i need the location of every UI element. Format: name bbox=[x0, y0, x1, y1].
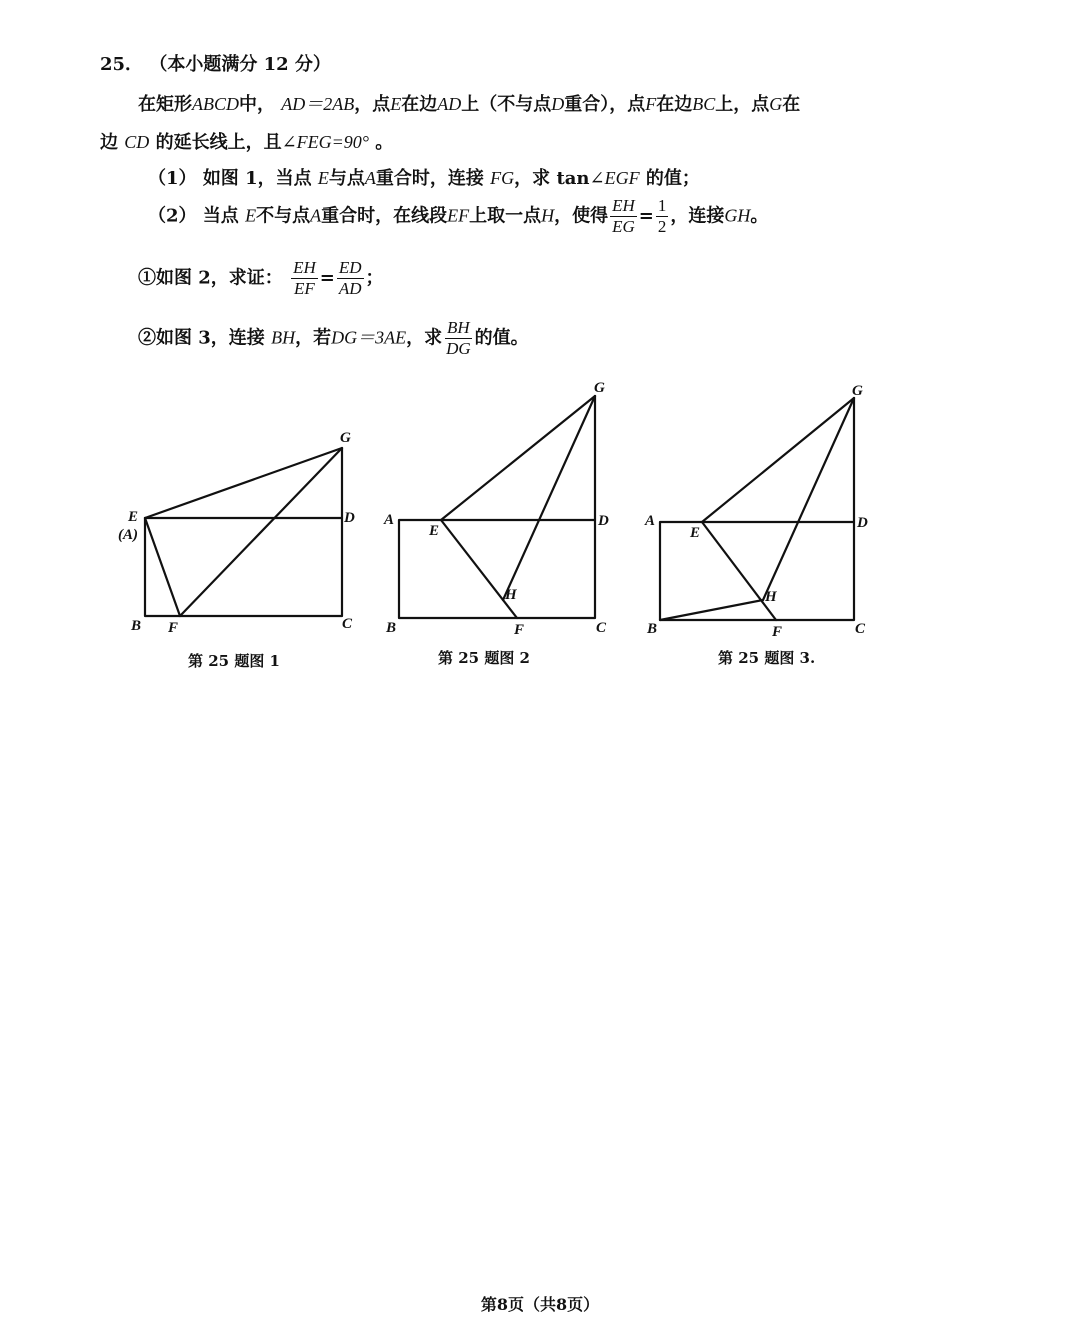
fig3-label-b: B bbox=[647, 621, 658, 637]
fig3-label-f: F bbox=[772, 624, 783, 640]
part-text: 当点 bbox=[202, 205, 239, 227]
math-point: D bbox=[551, 94, 565, 114]
math-segment: GH bbox=[724, 205, 751, 226]
equals-sign: = bbox=[319, 267, 335, 289]
stem-text: 边 bbox=[100, 132, 118, 153]
part-text: 重合时，在线段 bbox=[321, 205, 448, 227]
figure-1-lines bbox=[145, 448, 342, 616]
fig2-label-d: D bbox=[598, 513, 609, 529]
fraction-denominator: EG bbox=[612, 217, 635, 236]
math-angle: ∠FEG=90° bbox=[281, 132, 369, 152]
part-text: 不与点 bbox=[256, 205, 311, 227]
fig1-segment-eg bbox=[145, 448, 342, 518]
stem-text: 上（不与点 bbox=[461, 94, 552, 115]
stem-text: 在 bbox=[782, 94, 801, 115]
fig3-label-h: H bbox=[765, 589, 777, 605]
math-point: G bbox=[769, 94, 783, 114]
fig2-segment-ef bbox=[441, 520, 517, 618]
fig3-label-a: A bbox=[645, 513, 656, 529]
math-segment: AD bbox=[437, 94, 462, 114]
fraction-numerator: EH bbox=[293, 258, 316, 277]
fig2-caption: 第 25 题图 2 bbox=[438, 649, 530, 667]
fraction-numerator: 1 bbox=[657, 196, 667, 215]
fig1-label-e: E bbox=[128, 509, 139, 525]
stem-text: 的延长线上，且 bbox=[155, 132, 282, 153]
math-segment: BC bbox=[692, 94, 716, 114]
math-rect: ABCD bbox=[192, 94, 239, 114]
question-points: （本小题满分 12 分） bbox=[149, 54, 331, 75]
stem-text: 重合），点 bbox=[564, 94, 646, 115]
subpart-label: ①如图 2，求证： bbox=[138, 267, 283, 289]
part-text: 的值； bbox=[645, 168, 700, 189]
stem-text: 在边 bbox=[401, 94, 438, 115]
math-point: H bbox=[541, 205, 555, 226]
fraction-numerator: ED bbox=[338, 258, 362, 277]
fig2-label-c: C bbox=[596, 620, 607, 636]
fig3-segment-bh bbox=[660, 600, 763, 620]
fig3-label-g: G bbox=[852, 383, 863, 399]
subpart-text: ，若 bbox=[295, 327, 332, 349]
part-text: 重合时，连接 bbox=[375, 168, 484, 189]
fig1-label-f: F bbox=[168, 620, 179, 636]
equals-sign: = bbox=[638, 205, 654, 227]
page-footer: 第8页（共8页） bbox=[480, 1295, 600, 1314]
math-point: E bbox=[317, 168, 329, 188]
fig1-label-b: B bbox=[131, 618, 142, 634]
subpart-text: ，求 bbox=[406, 327, 443, 349]
part-text: 与点 bbox=[328, 168, 365, 189]
fig3-segment-gh bbox=[763, 398, 854, 600]
stem-text: 中， bbox=[239, 94, 275, 115]
part-text: 如图 1，当点 bbox=[202, 168, 312, 189]
fig2-label-e: E bbox=[429, 523, 440, 539]
fig1-label-d: D bbox=[344, 510, 355, 526]
fig1-segment-fg bbox=[180, 448, 342, 616]
stem-text: ，点 bbox=[354, 94, 391, 115]
fig3-caption: 第 25 题图 3. bbox=[718, 649, 816, 667]
stem-text: 上，点 bbox=[715, 94, 770, 115]
fig2-segment-gh bbox=[503, 396, 595, 600]
fig2-label-b: B bbox=[386, 620, 397, 636]
part-text: 上取一点 bbox=[469, 205, 542, 227]
fig3-label-d: D bbox=[857, 515, 868, 531]
stem-text: 在矩形 bbox=[138, 94, 192, 115]
fraction-denominator: 2 bbox=[657, 217, 667, 236]
fig2-label-h: H bbox=[505, 587, 517, 603]
part-text: 。 bbox=[750, 205, 769, 227]
fraction-denominator: DG bbox=[446, 339, 471, 358]
fig3-label-e: E bbox=[690, 525, 701, 541]
math-segment: FG bbox=[490, 168, 515, 188]
fig1-segment-ef bbox=[145, 518, 180, 616]
fraction-denominator: EF bbox=[294, 279, 315, 298]
fig1-label-g: G bbox=[340, 430, 351, 446]
part-text: ，连接 bbox=[670, 205, 725, 227]
part-text: ，使得 bbox=[554, 205, 609, 227]
part-label: （1） bbox=[148, 168, 197, 189]
subpart-text: 的值。 bbox=[474, 327, 529, 349]
fraction-numerator: EH bbox=[612, 196, 635, 215]
math-point: A bbox=[310, 205, 322, 226]
math-segment: BH bbox=[271, 327, 296, 348]
math-point: F bbox=[645, 94, 657, 114]
subpart-text: ； bbox=[365, 267, 384, 289]
question-number: 25． bbox=[100, 54, 144, 75]
math-segment: CD bbox=[124, 132, 150, 152]
math-condition: AD＝2AB bbox=[281, 94, 355, 114]
fig3-segment-eg bbox=[702, 398, 854, 522]
part-label: （2） bbox=[148, 205, 197, 227]
part-text: ，求 tan bbox=[514, 168, 590, 189]
math-point: E bbox=[245, 205, 257, 226]
stem-text: 在边 bbox=[656, 94, 693, 115]
math-point: A bbox=[364, 168, 376, 188]
math-angle: ∠EGF bbox=[589, 168, 640, 188]
math-point: E bbox=[390, 94, 402, 114]
subpart-label: ②如图 3，连接 bbox=[138, 327, 265, 349]
fig1-rectangle bbox=[145, 448, 342, 616]
math-segment: EF bbox=[447, 205, 470, 226]
figure-2-lines bbox=[399, 396, 595, 618]
math-condition: DG＝3AE bbox=[331, 327, 407, 348]
stem-text: 。 bbox=[375, 132, 394, 153]
fig2-label-a: A bbox=[384, 512, 395, 528]
fig1-caption: 第 25 题图 1 bbox=[188, 652, 280, 670]
fig3-label-c: C bbox=[855, 621, 866, 637]
fraction-denominator: AD bbox=[338, 279, 362, 298]
figure-3-lines bbox=[660, 398, 854, 620]
fig2-label-f: F bbox=[514, 622, 525, 638]
fig2-label-g: G bbox=[594, 380, 605, 396]
fig1-label-c: C bbox=[342, 616, 353, 632]
fraction-numerator: BH bbox=[447, 318, 470, 337]
fig2-segment-eg bbox=[441, 396, 595, 520]
fig1-label-a: (A) bbox=[118, 527, 138, 543]
